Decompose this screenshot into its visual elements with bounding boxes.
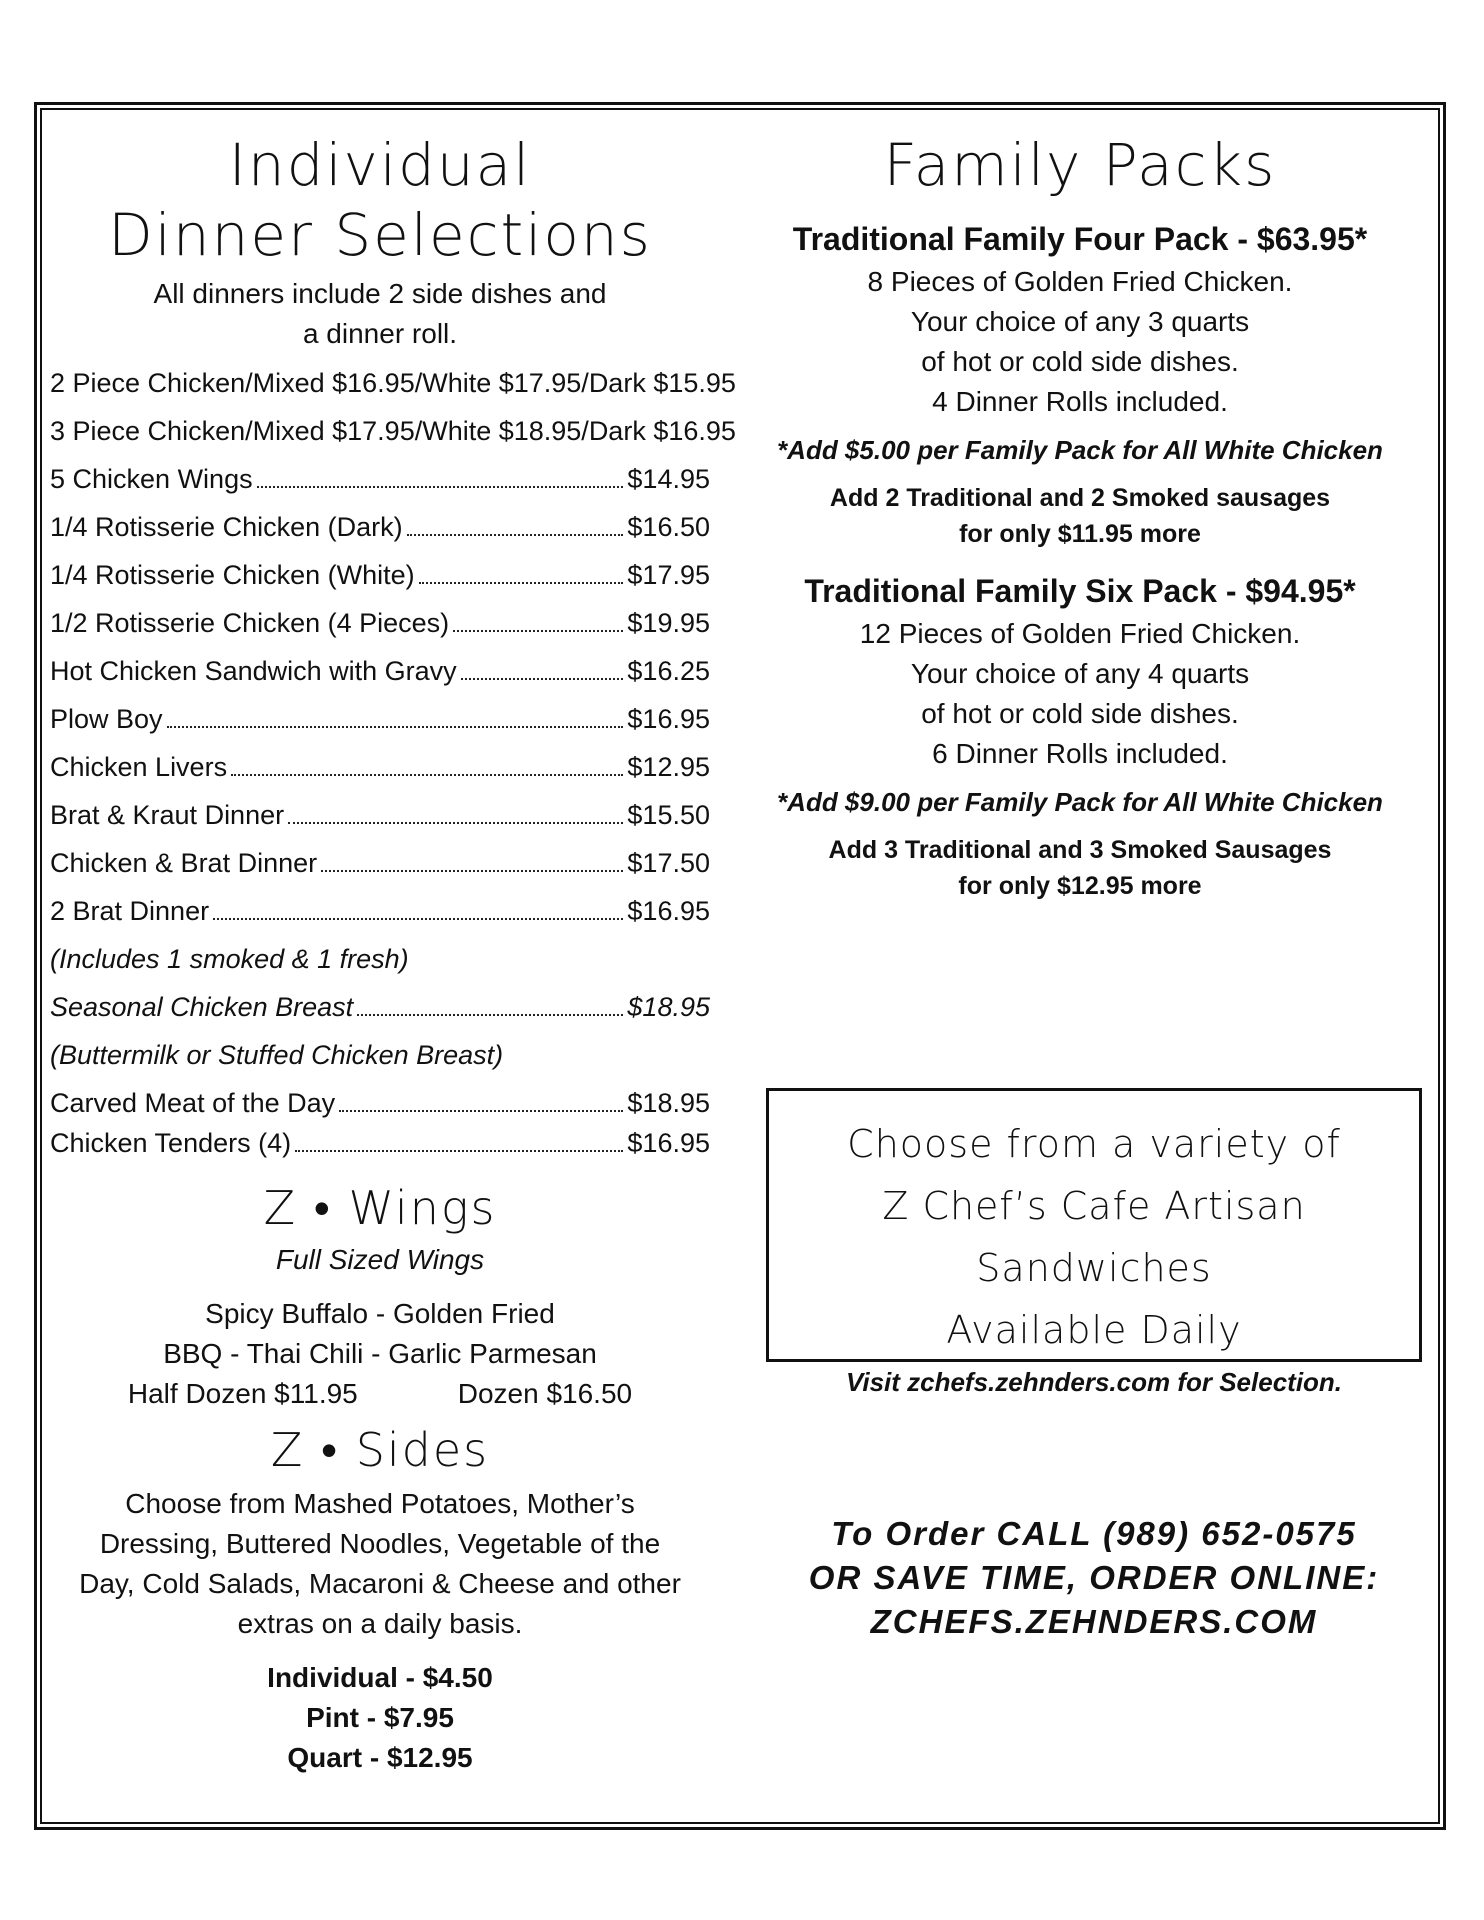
leader-dots — [257, 486, 624, 488]
menu-item-name: 1/2 Rotisserie Chicken (4 Pieces) — [50, 608, 450, 638]
leader-dots — [288, 822, 623, 824]
menu-item-name: 2 Piece Chicken/Mixed $16.95/White $17.95/Dark $15.95 — [50, 368, 736, 398]
menu-item — [50, 752, 710, 800]
addon-line: Add 3 Traditional and 3 Smoked Sausages — [828, 836, 1332, 864]
pack-line: Your choice of any 4 quarts — [910, 658, 1250, 689]
menu-item-price: $16.50 — [627, 512, 710, 542]
leader-dots — [339, 1110, 623, 1112]
menu-item — [50, 560, 710, 608]
menu-item-price: $16.95 — [627, 704, 710, 734]
menu-item — [50, 512, 710, 560]
pack-line: 12 Pieces of Golden Fried Chicken. — [859, 618, 1301, 649]
menu-item — [50, 656, 710, 704]
menu-item-price: $12.95 — [627, 752, 710, 782]
callout-line: Z Chef’s Cafe Artisan Sandwiches — [882, 1184, 1306, 1290]
six-pack-sausage-addon — [760, 832, 1400, 904]
menu-item-name: Plow Boy — [50, 704, 163, 734]
pack-line: 6 Dinner Rolls included. — [932, 738, 1228, 769]
four-pack-white-note: *Add $5.00 per Family Pack for All White Chicken — [777, 435, 1383, 465]
sides-description-line: Choose from Mashed Potatoes, Mother’s — [125, 1488, 635, 1519]
menu-item-price: $18.95 — [627, 992, 710, 1022]
order-phone-line: To Order CALL (989) 652-0575 — [831, 1515, 1357, 1552]
menu-item-name: 2 Brat Dinner — [50, 896, 210, 926]
menu-item — [50, 848, 710, 896]
menu-item — [50, 992, 710, 1040]
menu-item — [50, 704, 710, 752]
menu-item — [50, 1128, 710, 1168]
artisan-sandwich-callout — [766, 1088, 1422, 1397]
pack-line: Your choice of any 3 quarts — [910, 306, 1250, 337]
menu-item-name: 5 Chicken Wings — [50, 464, 253, 494]
intro-text — [50, 274, 710, 354]
addon-line: for only $11.95 more — [959, 520, 1201, 548]
four-pack-description — [760, 262, 1400, 422]
menu-item-price: $15.50 — [627, 800, 710, 830]
family-packs-section — [760, 130, 1400, 904]
menu-item — [50, 416, 736, 464]
six-pack-description — [760, 614, 1400, 774]
family-packs-title: Family Packs — [883, 131, 1277, 199]
wings-subtitle: Full Sized Wings — [275, 1244, 485, 1275]
menu-item — [50, 464, 710, 512]
leader-dots — [231, 774, 623, 776]
pack-line: 4 Dinner Rolls included. — [932, 386, 1228, 417]
four-pack-title: Traditional Family Four Pack - $63.95* — [792, 221, 1368, 257]
leader-dots — [295, 1150, 623, 1152]
sides-description-line: extras on a daily basis. — [237, 1608, 523, 1639]
menu-item-name: 1/4 Rotisserie Chicken (White) — [50, 560, 415, 590]
wings-prices — [50, 1374, 710, 1414]
sides-pint-price: Pint - $7.95 — [306, 1702, 454, 1733]
six-pack-white-note: *Add $9.00 per Family Pack for All White Chicken — [777, 787, 1383, 817]
pack-line: 8 Pieces of Golden Fried Chicken. — [867, 266, 1293, 297]
leader-dots — [357, 1014, 623, 1016]
menu-item-price: $16.95 — [627, 1128, 710, 1158]
menu-item — [50, 800, 710, 848]
four-pack-sausage-addon — [760, 480, 1400, 552]
callout-visit-text: Visit zchefs.zehnders.com for Selection. — [845, 1367, 1343, 1397]
menu-item-name: Chicken Livers — [50, 752, 228, 782]
menu-item-note — [50, 1040, 710, 1088]
menu-item-price: $16.25 — [627, 656, 710, 686]
wings-half-dozen-price: Half Dozen $11.95 — [127, 1378, 358, 1409]
menu-item-name: (Buttermilk or Stuffed Chicken Breast) — [50, 1040, 504, 1070]
pack-line: of hot or cold side dishes. — [921, 698, 1239, 729]
menu-item-name: (Includes 1 smoked & 1 fresh) — [50, 944, 409, 974]
menu-item-price: $17.95 — [627, 560, 710, 590]
menu-item-name: Hot Chicken Sandwich with Gravy — [50, 656, 457, 686]
six-pack-title: Traditional Family Six Pack - $94.95* — [804, 573, 1356, 609]
menu-item-price: $18.95 — [627, 1088, 710, 1118]
individual-dinners-section — [50, 130, 736, 1778]
leader-dots — [453, 630, 623, 632]
menu-item-name: 3 Piece Chicken/Mixed $17.95/White $18.95/Dark $16.95 — [50, 416, 736, 446]
menu-item-name: Brat & Kraut Dinner — [50, 800, 285, 830]
callout-line: Available Daily — [946, 1308, 1242, 1352]
dinner-menu-list — [50, 368, 736, 1168]
sides-description-line: Day, Cold Salads, Macaroni & Cheese and other — [79, 1568, 681, 1599]
wings-flavors-line: Spicy Buffalo - Golden Fried — [205, 1298, 555, 1329]
menu-item-note — [50, 944, 710, 992]
leader-dots — [321, 870, 623, 872]
menu-item-price: $17.50 — [627, 848, 710, 878]
callout-line: Choose from a variety of — [847, 1122, 1341, 1166]
order-website: ZCHEFS.ZEHNDERS.COM — [870, 1603, 1318, 1640]
menu-item-price: $16.95 — [627, 896, 710, 926]
menu-item-price: $14.95 — [627, 464, 710, 494]
addon-line: for only $12.95 more — [958, 872, 1202, 900]
wings-dozen-price: Dozen $16.50 — [457, 1378, 633, 1409]
wings-section — [50, 1180, 710, 1414]
menu-item-name: Seasonal Chicken Breast — [50, 992, 354, 1022]
leader-dots — [213, 918, 623, 920]
menu-item-price: $19.95 — [627, 608, 710, 638]
section-title-line2: Dinner Selections — [108, 201, 652, 269]
order-online-line: OR SAVE TIME, ORDER ONLINE: — [808, 1559, 1380, 1596]
leader-dots — [419, 582, 624, 584]
sides-title: Z • Sides — [270, 1423, 490, 1477]
sides-individual-price: Individual - $4.50 — [267, 1662, 493, 1693]
menu-item — [50, 896, 710, 944]
sides-description-line: Dressing, Buttered Noodles, Vegetable of the — [99, 1528, 661, 1559]
wings-flavors-line: BBQ - Thai Chili - Garlic Parmesan — [163, 1338, 597, 1369]
leader-dots — [407, 534, 624, 536]
intro-line: All dinners include 2 side dishes and — [153, 278, 607, 309]
order-info — [760, 1512, 1428, 1644]
menu-item-name: Chicken & Brat Dinner — [50, 848, 318, 878]
pack-line: of hot or cold side dishes. — [921, 346, 1239, 377]
menu-item — [50, 368, 736, 416]
intro-line: a dinner roll. — [302, 318, 458, 349]
menu-item-name: Carved Meat of the Day — [50, 1088, 336, 1118]
leader-dots — [167, 726, 624, 728]
sides-quart-price: Quart - $12.95 — [287, 1742, 473, 1773]
addon-line: Add 2 Traditional and 2 Smoked sausages — [829, 484, 1331, 512]
section-title-line1: Individual — [228, 131, 532, 199]
sides-section — [50, 1422, 710, 1778]
menu-item-name: 1/4 Rotisserie Chicken (Dark) — [50, 512, 403, 542]
menu-item-name: Chicken Tenders (4) — [50, 1128, 292, 1158]
menu-item — [50, 608, 710, 656]
menu-item — [50, 1088, 710, 1128]
leader-dots — [461, 678, 624, 680]
wings-title: Z • Wings — [263, 1181, 497, 1235]
